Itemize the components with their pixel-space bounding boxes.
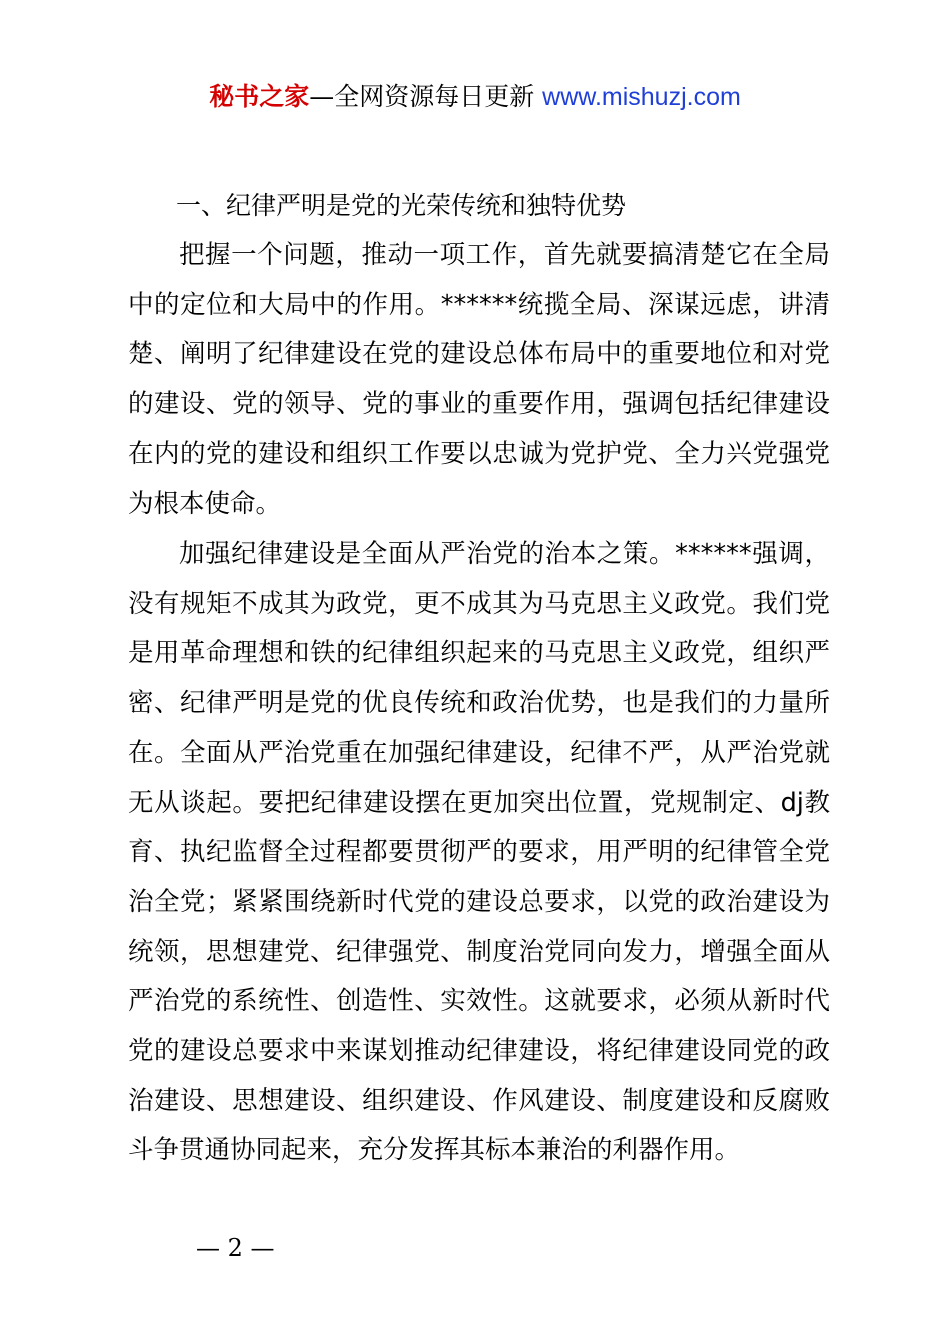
header-tagline: —全网资源每日更新 xyxy=(309,82,543,111)
page-number: — 2 — xyxy=(196,1234,275,1262)
site-url-link[interactable]: www.mishuzj.com xyxy=(542,83,741,111)
site-header xyxy=(0,80,950,114)
section-heading: 一、纪律严明是党的光荣传统和独特优势 xyxy=(176,191,627,220)
body-paragraph-1: 把握一个问题，推动一项工作，首先就要搞清楚它在全局中的定位和大局中的作用。******统揽全局、深谋远虑，讲清楚、阐明了纪律建设在党的建设总体布局中的重要地位和对党的建设、党的领导、党的事业的重要作用，强调包括纪律建设在内的党的建设和组织工作要以忠诚为党护党、全力兴党强党为根本使命。 xyxy=(128,240,830,519)
brand-name: 秘书之家 xyxy=(209,82,310,111)
body-paragraph-2: 加强纪律建设是全面从严治党的治本之策。******强调，没有规矩不成其为政党，更不成其为马克思主义政党。我们党是用革命理想和铁的纪律组织起来的马克思主义政党，组织严密、纪律严明是党的优良传统和政治优势，也是我们的力量所在。全面从严治党重在加强纪律建设，纪律不严，从严治党就无从谈起。要把纪律建设摆在更加突出位置，党规制定、dj教育、执纪监督全过程都要贯彻严的要求，用严明的纪律管全党治全党；紧紧围绕新时代党的建设总要求，以党的政治建设为统领，思想建党、纪律强党、制度治党同向发力，增强全面从严治党的系统性、创造性、实效性。这就要求，必须从新时代党的建设总要求中来谋划推动纪律建设，将纪律建设同党的政治建设、思想建设、组织建设、作风建设、制度建设和反腐败斗争贯通协同起来，充分发挥其标本兼治的利器作用。 xyxy=(128,539,830,1166)
